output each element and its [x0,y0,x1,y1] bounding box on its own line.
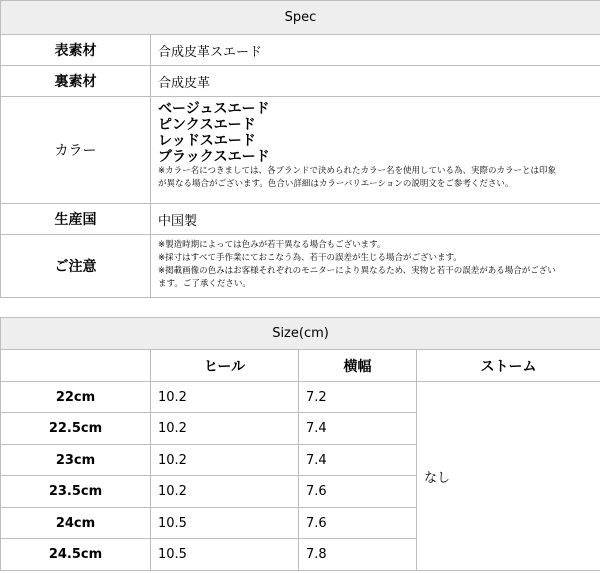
heel-value: 10.5 [151,508,299,539]
storm-value: なし [417,382,600,571]
width-value: 7.6 [299,508,417,539]
width-value: 7.4 [299,445,417,476]
spec-title: Spec [1,1,600,35]
spec-row-outer-material [1,35,600,66]
caution-notes [151,235,600,298]
heel-value: 10.2 [151,382,299,413]
size-label: 23cm [1,445,151,476]
size-label: 23.5cm [1,476,151,508]
color-note-line: が異なる場合がございます。色合い詳細はカラーバリエーションの説明文をご参考ください。 [158,179,514,189]
size-label: 22.5cm [1,413,151,445]
outer-material-value: 合成皮革スエード [151,35,600,66]
inner-material-value: 合成皮革 [151,66,600,97]
size-label: 22cm [1,382,151,413]
color-option: レッドスエード [158,133,256,149]
width-value: 7.2 [299,382,417,413]
heel-value: 10.5 [151,539,299,571]
heel-col-header: ヒール [151,350,299,382]
color-note-line: ※カラー名につきましては、各ブランドで決められたカラー名を使用している為、実際のカラーとは印象 [158,166,556,176]
spec-row-color [1,97,600,204]
table-row [1,382,600,413]
inner-material-label: 裏素材 [1,66,151,97]
caution-label: ご注意 [1,235,151,298]
color-option: ピンクスエード [158,117,256,133]
size-col-header-blank [1,350,151,382]
width-value: 7.4 [299,413,417,445]
caution-line: ※採寸はすべて手作業にておこなう為、若干の誤差が生じる場合がございます。 [158,253,462,263]
spec-row-origin [1,204,600,235]
origin-value: 中国製 [151,204,600,235]
width-value: 7.6 [299,476,417,508]
size-header-row [1,350,600,382]
color-option: ブラックスエード [158,149,270,165]
size-label: 24.5cm [1,539,151,571]
width-col-header: 横幅 [299,350,417,382]
size-table [0,317,600,571]
outer-material-label: 表素材 [1,35,151,66]
storm-col-header: ストーム [417,350,600,382]
size-title: Size(cm) [1,318,600,350]
caution-line: ※掲載画像の色みはお客様それぞれのモニターにより異なるため、実物と若干の誤差がある場合がござい [158,266,556,276]
color-value [151,97,600,204]
width-value: 7.8 [299,539,417,571]
origin-label: 生産国 [1,204,151,235]
size-label: 24cm [1,508,151,539]
spec-row-inner-material [1,66,600,97]
color-label: カラー [1,97,151,204]
heel-value: 10.2 [151,476,299,508]
color-option: ベージュスエード [158,101,270,117]
caution-line: ※製造時期によっては色みが若干異なる場合もございます。 [158,240,386,250]
heel-value: 10.2 [151,445,299,476]
heel-value: 10.2 [151,413,299,445]
caution-line: ます。ご了承ください。 [158,279,251,289]
spec-row-caution [1,235,600,298]
